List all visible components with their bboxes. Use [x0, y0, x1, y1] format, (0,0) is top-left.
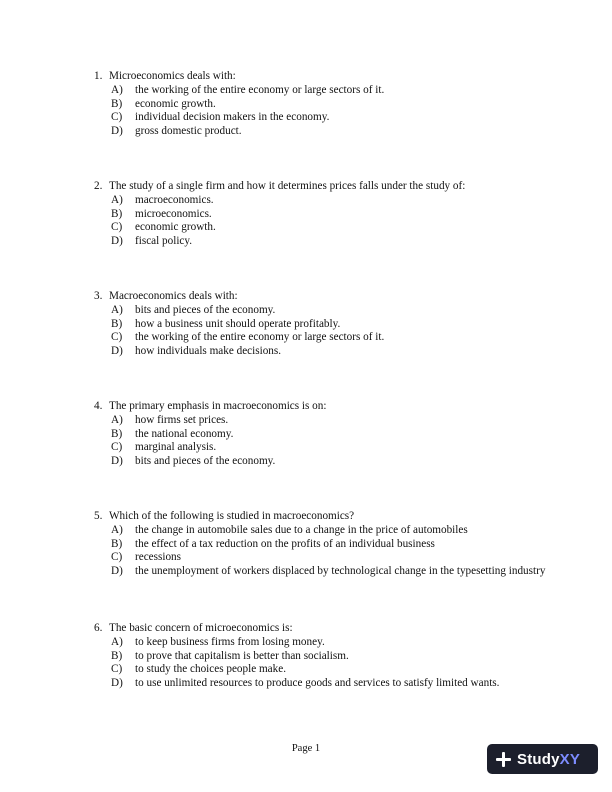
question-2 [94, 180, 554, 249]
option-text: to use unlimited resources to produce goods and services to satisfy limited wants. [135, 677, 500, 690]
answer-option-a [94, 84, 554, 98]
option-text: how individuals make decisions. [135, 345, 282, 358]
option-label: D) [111, 677, 123, 690]
option-text: how firms set prices. [135, 413, 229, 426]
option-text: to keep business firms from losing money. [135, 635, 325, 648]
option-label: A) [111, 193, 123, 206]
answer-option-a [94, 636, 554, 650]
option-text: individual decision makers in the economy. [135, 111, 330, 124]
answer-option-d [94, 125, 554, 139]
question-1 [94, 70, 554, 139]
option-label: A) [111, 303, 123, 316]
option-label: A) [111, 523, 123, 536]
option-label: A) [111, 83, 123, 96]
question-4 [94, 400, 554, 469]
question-number: 5. [94, 509, 103, 522]
option-text: the unemployment of workers displaced by technological change in the typesetting industry [135, 565, 546, 578]
question-number: 6. [94, 621, 103, 634]
answer-option-d [94, 455, 554, 469]
option-text: the working of the entire economy or large sectors of it. [135, 331, 385, 344]
option-text: fiscal policy. [135, 235, 193, 248]
option-text: the effect of a tax reduction on the profits of an individual business [135, 537, 435, 550]
answer-option-b [94, 428, 554, 442]
option-label: C) [111, 221, 123, 234]
option-label: B) [111, 427, 123, 440]
option-label: B) [111, 317, 123, 330]
option-label: A) [111, 413, 123, 426]
answer-option-c [94, 221, 554, 235]
option-text: recessions [135, 551, 181, 564]
question-number: 2. [94, 179, 103, 192]
option-text: gross domestic product. [135, 125, 242, 138]
question-stem [94, 180, 554, 194]
question-stem [94, 290, 554, 304]
answer-option-b [94, 538, 554, 552]
question-5 [94, 510, 554, 579]
question-stem [94, 70, 554, 84]
option-label: C) [111, 551, 123, 564]
option-text: the change in automobile sales due to a change in the price of automobiles [135, 523, 468, 536]
answer-option-d [94, 235, 554, 249]
question-text: Macroeconomics deals with: [109, 289, 238, 302]
option-label: B) [111, 97, 123, 110]
answer-option-a [94, 524, 554, 538]
option-text: to prove that capitalism is better than socialism. [135, 649, 349, 662]
option-text: economic growth. [135, 221, 216, 234]
answer-option-a [94, 194, 554, 208]
question-text: The basic concern of microeconomics is: [109, 621, 293, 634]
answer-option-c [94, 331, 554, 345]
option-label: B) [111, 207, 123, 220]
option-text: macroeconomics. [135, 193, 214, 206]
option-label: C) [111, 331, 123, 344]
question-text: Which of the following is studied in macroeconomics? [109, 509, 355, 522]
option-label: D) [111, 565, 123, 578]
answer-option-d [94, 565, 554, 579]
option-label: D) [111, 125, 123, 138]
question-text: The primary emphasis in macroeconomics is on: [109, 399, 327, 412]
option-label: C) [111, 663, 123, 676]
answer-option-b [94, 650, 554, 664]
question-text: Microeconomics deals with: [109, 70, 236, 82]
answer-option-b [94, 98, 554, 112]
brand-name-xy: XY [559, 750, 581, 768]
brand-name-study: Study [517, 750, 560, 768]
question-list [94, 70, 554, 732]
question-number: 3. [94, 289, 103, 302]
option-label: B) [111, 649, 123, 662]
plus-icon [496, 752, 511, 767]
answer-option-c [94, 111, 554, 125]
answer-option-b [94, 208, 554, 222]
question-stem [94, 510, 554, 524]
option-text: microeconomics. [135, 207, 212, 220]
option-label: A) [111, 635, 123, 648]
option-text: marginal analysis. [135, 441, 217, 454]
option-text: the working of the entire economy or large sectors of it. [135, 83, 385, 96]
answer-option-c [94, 441, 554, 455]
option-text: to study the choices people make. [135, 663, 286, 676]
answer-option-c [94, 663, 554, 677]
option-label: B) [111, 537, 123, 550]
question-stem [94, 622, 554, 636]
question-3 [94, 290, 554, 359]
answer-option-d [94, 345, 554, 359]
option-text: economic growth. [135, 97, 216, 110]
option-text: bits and pieces of the economy. [135, 455, 276, 468]
answer-option-c [94, 551, 554, 565]
question-6 [94, 622, 554, 691]
option-text: how a business unit should operate profitably. [135, 317, 341, 330]
question-number: 1. [94, 70, 103, 82]
option-text: the national economy. [135, 427, 234, 440]
option-label: C) [111, 111, 123, 124]
studyxy-logo-badge[interactable] [487, 744, 598, 774]
option-text: bits and pieces of the economy. [135, 303, 276, 316]
answer-option-b [94, 318, 554, 332]
option-label: D) [111, 455, 123, 468]
option-label: D) [111, 345, 123, 358]
question-number: 4. [94, 399, 103, 412]
option-label: C) [111, 441, 123, 454]
question-stem [94, 400, 554, 414]
answer-option-a [94, 414, 554, 428]
question-text: The study of a single firm and how it determines prices falls under the study of: [109, 179, 466, 192]
answer-option-d [94, 677, 554, 691]
option-label: D) [111, 235, 123, 248]
answer-option-a [94, 304, 554, 318]
page-number: Page 1 [291, 743, 321, 754]
